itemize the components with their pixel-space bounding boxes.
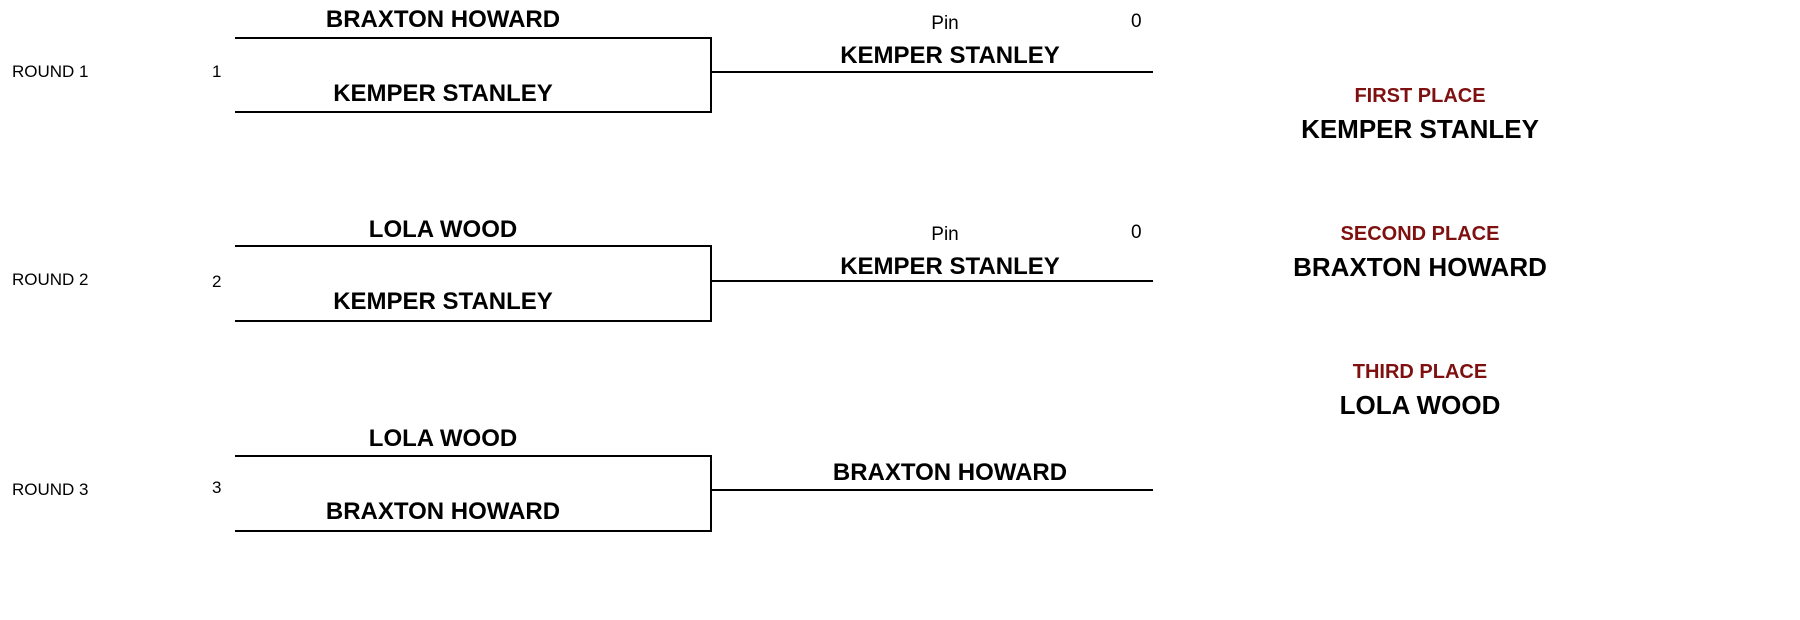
match-result: Pin xyxy=(931,13,959,34)
winner-line xyxy=(710,71,1153,73)
place-label: FIRST PLACE xyxy=(1354,85,1486,107)
top-wrestler-line xyxy=(235,245,712,247)
place-name: BRAXTON HOWARD xyxy=(1293,252,1547,282)
bottom-wrestler-line xyxy=(235,111,712,113)
winner-name: KEMPER STANLEY xyxy=(840,253,1060,280)
round-label: ROUND 1 xyxy=(12,62,89,81)
bottom-wrestler-name: BRAXTON HOWARD xyxy=(325,498,561,525)
top-wrestler-name: LOLA WOOD xyxy=(368,425,518,452)
bottom-wrestler-line xyxy=(235,530,712,532)
bracket-connector xyxy=(710,455,712,532)
round-number: 1 xyxy=(212,62,222,81)
place-name: KEMPER STANLEY xyxy=(1301,114,1539,144)
winner-name: BRAXTON HOWARD xyxy=(832,459,1068,486)
round-label: ROUND 2 xyxy=(12,270,89,289)
round-label: ROUND 3 xyxy=(12,480,89,499)
match-result: Pin xyxy=(931,224,959,245)
round-number: 3 xyxy=(212,478,222,497)
top-wrestler-name: LOLA WOOD xyxy=(368,216,518,243)
place-label: SECOND PLACE xyxy=(1340,223,1500,245)
bottom-wrestler-name: KEMPER STANLEY xyxy=(333,80,553,107)
bracket-connector xyxy=(710,37,712,113)
winner-name: KEMPER STANLEY xyxy=(840,42,1060,69)
third-place xyxy=(1270,360,1570,420)
round-number: 2 xyxy=(212,272,222,291)
winner-line xyxy=(710,489,1153,491)
top-wrestler-name: BRAXTON HOWARD xyxy=(325,6,561,33)
bottom-wrestler-line xyxy=(235,320,712,322)
match-score: 0 xyxy=(1131,222,1142,243)
bracket-connector xyxy=(710,245,712,322)
match-score: 0 xyxy=(1131,11,1142,32)
place-label: THIRD PLACE xyxy=(1352,361,1488,383)
top-wrestler-line xyxy=(235,455,712,457)
winner-line xyxy=(710,280,1153,282)
place-name: LOLA WOOD xyxy=(1339,390,1501,420)
round-3-bracket xyxy=(0,420,1800,620)
first-place xyxy=(1270,84,1570,144)
second-place xyxy=(1270,222,1570,282)
top-wrestler-line xyxy=(235,37,712,39)
bottom-wrestler-name: KEMPER STANLEY xyxy=(333,288,553,315)
